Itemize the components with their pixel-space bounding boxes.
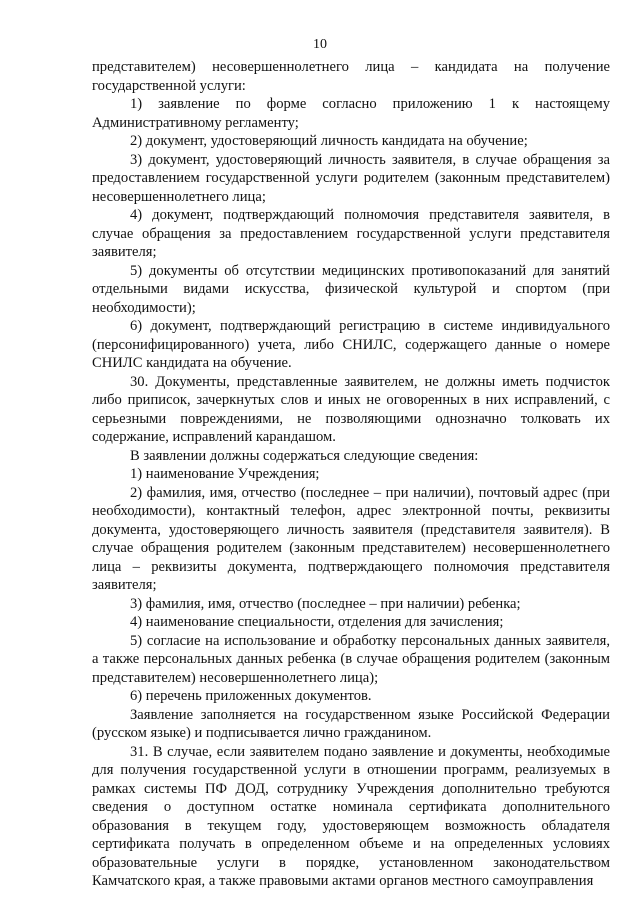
paragraph-language: Заявление заполняется на государственном языке Российской Федерации (русском языке) и подписывается лично гражданином. bbox=[92, 706, 610, 741]
paragraph-31: 31. В случае, если заявителем подано заявление и документы, необходимые для получения государственной услуги в отношении программ, реализуемых в рамках системы ПФ ДОД, сотруднику Учреждения дополнительно требуются сведения о доступном остатке номинала сертификата дополнительного образования в текущем году, удостоверяющем возможность обладателя сертификата получать в определенном объеме и на определенных условиях образовательные услуги в порядке, установленном законодательством Камчатского края, а также правовыми актами органов местного самоуправления bbox=[92, 743, 610, 889]
document-body bbox=[92, 58, 610, 891]
list-item-candidate-id: 2) документ, удостоверяющий личность кандидата на обучение; bbox=[130, 133, 528, 149]
list-item-specialty: 4) наименование специальности, отделения для зачисления; bbox=[130, 614, 504, 630]
paragraph-30: 30. Документы, представленные заявителем, не должны иметь подчисток либо приписок, зачеркнутых слов и иных не оговоренных в них исправлений, с серьезными повреждениями, не позволяющими однозначно толковать их содержание, исправлений карандашом. bbox=[92, 373, 610, 445]
paragraph-intro-continuation: представителем) несовершеннолетнего лица – кандидата на получение государственной услуги: bbox=[92, 59, 610, 94]
list-item-attachments: 6) перечень приложенных документов. bbox=[130, 688, 372, 704]
list-item-data-consent: 5) согласие на использование и обработку персональных данных заявителя, а также персональных данных ребенка (в случае обращения родителем (законным представителем) несовершеннолетнего лица); bbox=[92, 632, 610, 686]
list-item-child-name: 3) фамилия, имя, отчество (последнее – при наличии) ребенка; bbox=[130, 595, 521, 612]
list-item-application-form: 1) заявление по форме согласно приложению 1 к настоящему Административному регламенту; bbox=[92, 96, 610, 131]
list-item-applicant-details: 2) фамилия, имя, отчество (последнее – при наличии), почтовый адрес (при необходимости), контактный телефон, адрес электронной почты, реквизиты документа, удостоверяющего личность заявителя (представителя заявителя). В случае обращения родителем (законным представителем) несовершеннолетнего лица – реквизиты документа, подтверждающего полномочия представителя заявителя; bbox=[92, 484, 610, 593]
page-number: 10 bbox=[313, 37, 327, 52]
list-item-snils: 6) документ, подтверждающий регистрацию в системе индивидуального (персонифицированного) учета, либо СНИЛС, содержащего данные о номере СНИЛС кандидата на обучение. bbox=[92, 318, 610, 371]
paragraph-application-contents: В заявлении должны содержаться следующие сведения: bbox=[130, 447, 479, 464]
list-item-institution-name: 1) наименование Учреждения; bbox=[130, 466, 320, 482]
list-item-applicant-id: 3) документ, удостоверяющий личность заявителя, в случае обращения за предоставлением государственной услуги родителем (законным представителем) несовершеннолетнего лица; bbox=[92, 151, 610, 205]
list-item-representative-authority: 4) документ, подтверждающий полномочия представителя заявителя, в случае обращения за предоставлением государственной услуги представителя заявителя; bbox=[92, 207, 610, 260]
list-item-medical-documents: 5) документы об отсутствии медицинских противопоказаний для занятий отдельными видами искусства, физической культурой и спортом (при необходимости); bbox=[92, 262, 610, 316]
